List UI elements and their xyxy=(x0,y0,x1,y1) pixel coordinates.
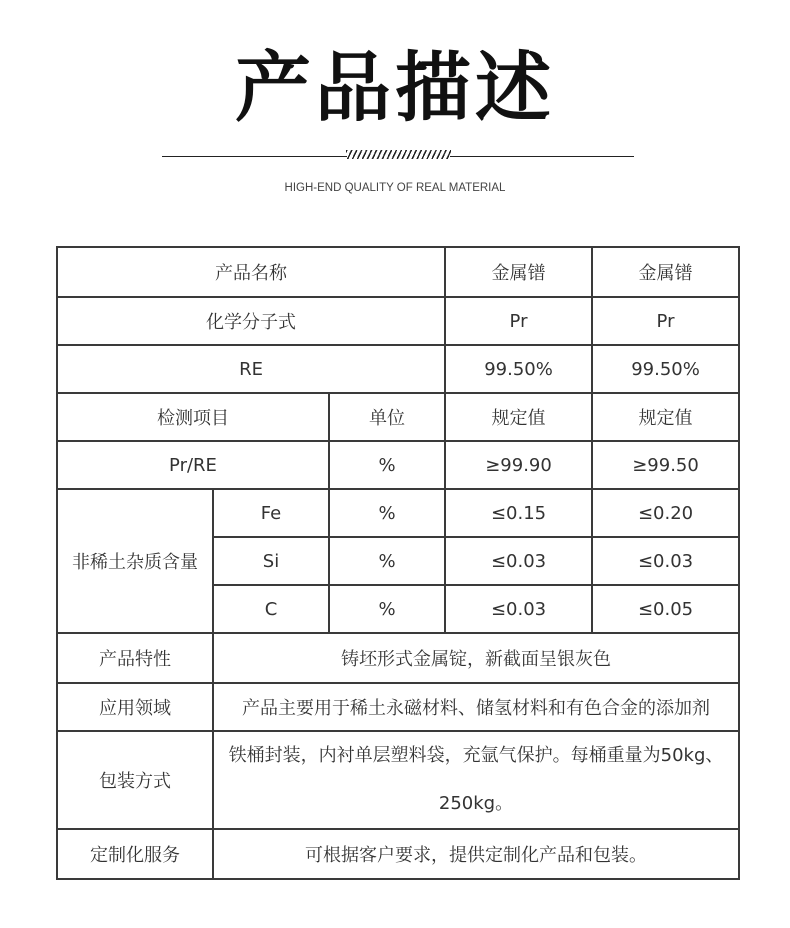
divider-left xyxy=(162,156,347,157)
formula-label: 化学分子式 xyxy=(57,297,445,345)
divider-right xyxy=(450,156,634,157)
table-row-formula xyxy=(57,297,739,345)
table-row-packaging xyxy=(57,731,739,829)
impurity-element: Fe xyxy=(213,489,329,537)
pr-re-label: Pr/RE xyxy=(57,441,329,489)
pr-re-unit: % xyxy=(329,441,445,489)
table-row-pr-re xyxy=(57,441,739,489)
table-row-fe xyxy=(57,489,739,537)
spec-value-header-2: 规定值 xyxy=(592,393,739,441)
impurity-value-2: ≤0.03 xyxy=(592,537,739,585)
impurity-element: C xyxy=(213,585,329,633)
custom-label: 定制化服务 xyxy=(57,829,213,879)
properties-label: 产品特性 xyxy=(57,633,213,683)
pr-re-value-1: ≥99.90 xyxy=(445,441,592,489)
impurity-value-2: ≤0.20 xyxy=(592,489,739,537)
page-title: 产品描述 xyxy=(235,43,555,132)
pr-re-value-2: ≥99.50 xyxy=(592,441,739,489)
impurity-value-1: ≤0.03 xyxy=(445,585,592,633)
table-row-custom xyxy=(57,829,739,879)
table-row-test-header xyxy=(57,393,739,441)
custom-value: 可根据客户要求，提供定制化产品和包装。 xyxy=(213,829,739,879)
unit-header: 单位 xyxy=(329,393,445,441)
impurity-element: Si xyxy=(213,537,329,585)
product-name-value-2: 金属镨 xyxy=(592,247,739,297)
divider-hatch-ornament xyxy=(346,150,451,159)
impurity-value-1: ≤0.03 xyxy=(445,537,592,585)
application-value: 产品主要用于稀土永磁材料、储氢材料和有色合金的添加剂 xyxy=(213,683,739,731)
table-row-re xyxy=(57,345,739,393)
packaging-value: 铁桶封装，内衬单层塑料袋，充氩气保护。每桶重量为50kg、250kg。 xyxy=(213,731,739,829)
formula-value-1: Pr xyxy=(445,297,592,345)
product-name-value-1: 金属镨 xyxy=(445,247,592,297)
table-row-application xyxy=(57,683,739,731)
spec-table xyxy=(56,246,740,880)
product-name-label: 产品名称 xyxy=(57,247,445,297)
impurity-label: 非稀土杂质含量 xyxy=(57,489,213,633)
test-item-header: 检测项目 xyxy=(57,393,329,441)
impurity-value-1: ≤0.15 xyxy=(445,489,592,537)
application-label: 应用领域 xyxy=(57,683,213,731)
impurity-value-2: ≤0.05 xyxy=(592,585,739,633)
formula-value-2: Pr xyxy=(592,297,739,345)
table-row-product-name xyxy=(57,247,739,297)
impurity-unit: % xyxy=(329,489,445,537)
page-subtitle: HIGH-END QUALITY OF REAL MATERIAL xyxy=(284,182,506,194)
table-row-properties xyxy=(57,633,739,683)
re-value-2: 99.50% xyxy=(592,345,739,393)
impurity-unit: % xyxy=(329,585,445,633)
spec-value-header-1: 规定值 xyxy=(445,393,592,441)
re-label: RE xyxy=(57,345,445,393)
impurity-unit: % xyxy=(329,537,445,585)
packaging-label: 包装方式 xyxy=(57,731,213,829)
properties-value: 铸坯形式金属锭，新截面呈银灰色 xyxy=(213,633,739,683)
re-value-1: 99.50% xyxy=(445,345,592,393)
